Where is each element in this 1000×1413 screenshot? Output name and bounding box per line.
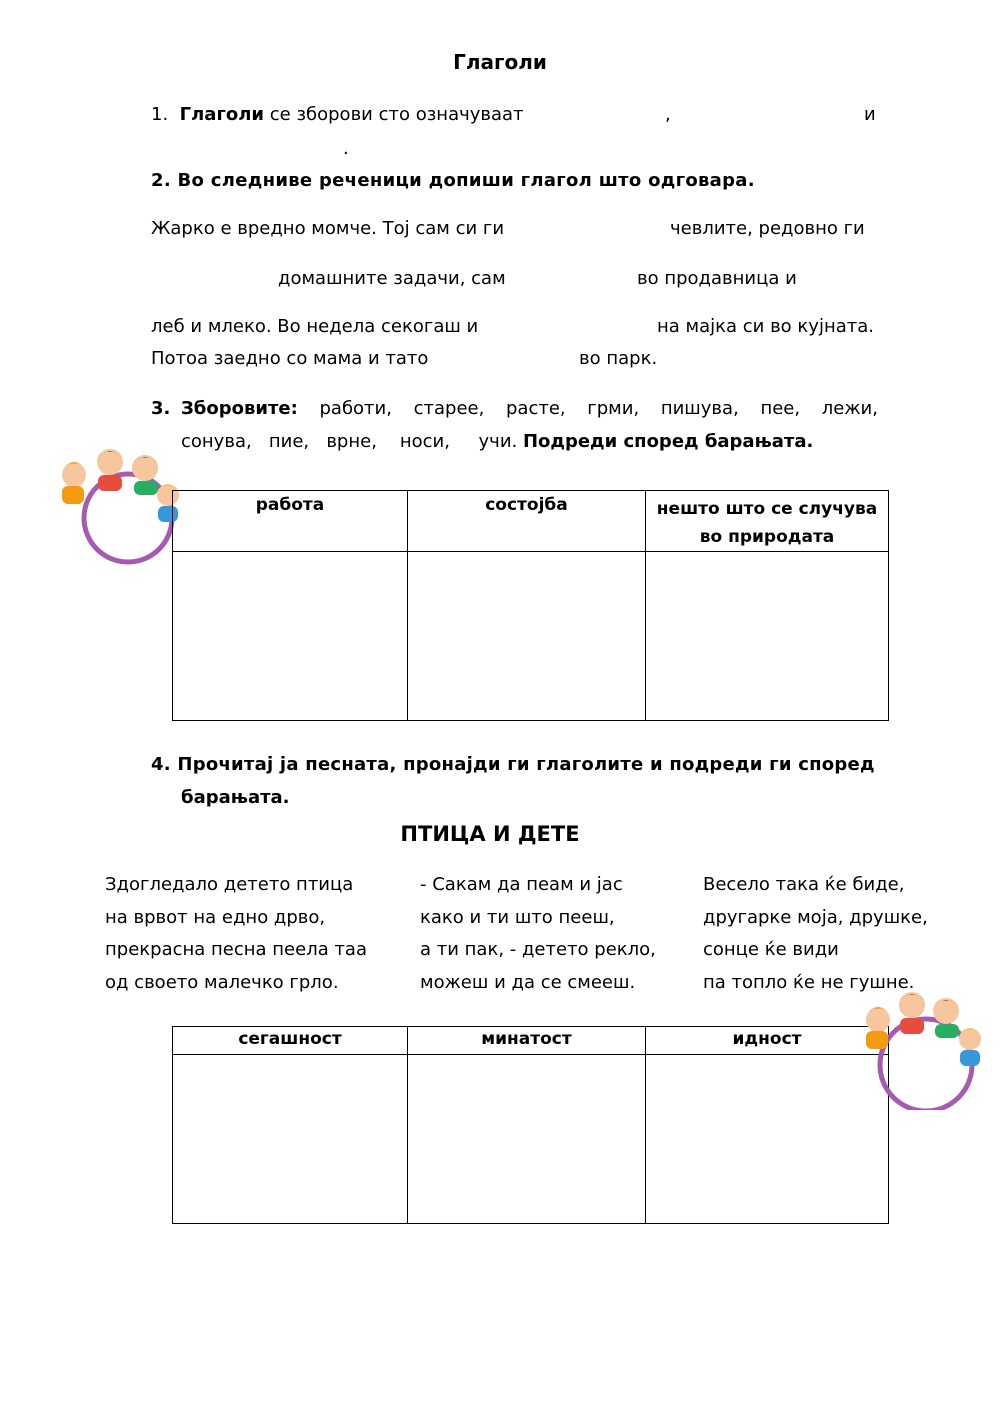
task1-bold-word: Глаголи xyxy=(179,104,265,125)
answer-cell[interactable] xyxy=(173,552,408,721)
poem-line: - Сакам да пеам и јас xyxy=(420,874,623,895)
word-item: врне, xyxy=(326,431,377,452)
task1-line xyxy=(151,104,524,125)
task2-line2-a: домашните задачи, сам xyxy=(278,268,506,289)
table-header-cell xyxy=(646,491,889,552)
task3-words-row1 xyxy=(181,398,878,419)
child-face xyxy=(933,998,959,1024)
poem-line: Здогледало детето птица xyxy=(105,874,354,895)
word-item: пие, xyxy=(268,431,310,452)
child-face xyxy=(959,1028,981,1050)
table-answer-row xyxy=(173,552,889,721)
kids-ring-illustration xyxy=(50,440,185,565)
word-item: работи, xyxy=(319,398,392,419)
poem-line: од своето малечко грло. xyxy=(105,971,339,993)
task2-line4-b: во парк. xyxy=(579,348,658,369)
table-header-row xyxy=(173,1027,889,1055)
answer-cell[interactable] xyxy=(408,1055,646,1224)
task1-number: 1. xyxy=(151,104,169,125)
poem-line: Весело така ќе биде, xyxy=(703,874,905,895)
poem-line: а ти пак, - детето рекло, xyxy=(420,939,656,960)
task1-text: се зборови сто означуваат xyxy=(269,104,524,125)
poem-line: како и ти што пееш, xyxy=(420,906,615,928)
poem-line: другарке моја, друшке, xyxy=(703,906,928,928)
task4-heading-line1: 4. Прочитај ја песната, пронајди ги глаголите и подреди ги според xyxy=(151,754,875,775)
task2-line1-a: Жарко е вредно момче. Тој сам си ги xyxy=(151,218,505,239)
task3-words-row2 xyxy=(181,431,813,452)
poem-stanza-1 xyxy=(105,869,367,999)
answer-cell[interactable] xyxy=(646,552,889,721)
word-item: носи, xyxy=(399,431,450,452)
table-answer-row xyxy=(173,1055,889,1224)
task1-and: и xyxy=(864,104,876,125)
word-item: пее, xyxy=(760,398,801,419)
word-item: учи. xyxy=(478,431,518,452)
task2-line3-b: на мајка си во кујната. xyxy=(657,316,874,337)
header-line: нешто што се случува xyxy=(656,499,878,519)
child-face xyxy=(899,992,925,1018)
task3-instruction: Подреди според барањата. xyxy=(522,431,814,452)
poem-stanza-2 xyxy=(420,869,656,999)
answer-cell[interactable] xyxy=(173,1055,408,1224)
task2-line3-a: леб и млеко. Во недела секогаш и xyxy=(151,316,479,337)
table-header-cell: сегашност xyxy=(173,1027,408,1055)
task4-heading-line2: барањата. xyxy=(181,787,290,808)
task2-line1-b: чевлите, редовно ги xyxy=(670,218,865,239)
poem-line: прекрасна песна пеела таа xyxy=(105,939,367,960)
table-header-cell: состојба xyxy=(408,491,646,552)
table-header-cell: идност xyxy=(646,1027,889,1055)
task2-line2-b: во продавница и xyxy=(637,268,797,289)
header-line: во природата xyxy=(699,527,835,547)
word-item: грми, xyxy=(587,398,640,419)
task4-table xyxy=(172,1026,889,1224)
poem-line: на врвот на едно дрво, xyxy=(105,906,326,928)
table-header-cell: минатост xyxy=(408,1027,646,1055)
task1-comma: , xyxy=(665,104,671,125)
child-face xyxy=(62,463,86,487)
poem-title: ПТИЦА И ДЕТЕ xyxy=(400,822,580,846)
poem-line: па топло ќе не гушне. xyxy=(703,971,915,993)
task3-number: 3. xyxy=(151,398,171,419)
child-face xyxy=(866,1008,890,1032)
task3-label: Зборовите: xyxy=(181,398,298,419)
table-header-cell: работа xyxy=(173,491,408,552)
word-item: старее, xyxy=(413,398,485,419)
table-header-row xyxy=(173,491,889,552)
word-item: пишува, xyxy=(660,398,739,419)
child-face xyxy=(97,449,123,475)
answer-cell[interactable] xyxy=(408,552,646,721)
page-title: Глаголи xyxy=(453,50,547,74)
task2-line4-a: Потоа заедно со мама и тато xyxy=(151,348,429,369)
poem-stanza-3 xyxy=(703,869,928,999)
child-face xyxy=(132,455,158,481)
task1-dot: . xyxy=(343,138,349,159)
poem-line: сонце ќе види xyxy=(703,939,839,960)
word-item: расте, xyxy=(506,398,566,419)
task3-table xyxy=(172,490,889,721)
task2-heading: 2. Во следниве реченици допиши глагол што одговара. xyxy=(151,170,755,191)
word-item: сонува, xyxy=(181,431,252,452)
kids-ring-illustration xyxy=(850,985,990,1110)
poem-line: можеш и да се смееш. xyxy=(420,971,636,993)
word-item: лежи, xyxy=(821,398,878,419)
